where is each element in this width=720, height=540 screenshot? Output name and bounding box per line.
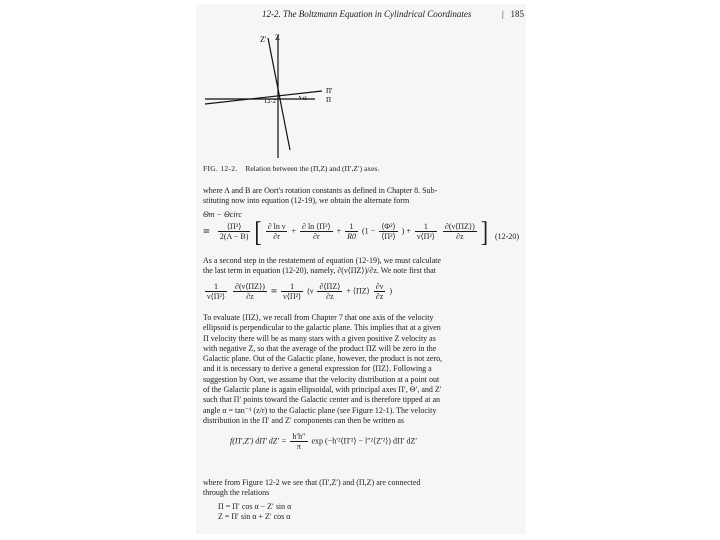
eq-equals: = [270,285,278,298]
plus-sign: + [406,226,411,236]
text-line: such that Π′ points toward the Galactic center and is therefore tipped at an [203,395,440,405]
pi-label: Π [326,96,332,104]
paragraph-2 [203,256,521,277]
paren-close: ) [401,226,405,236]
paragraph-1 [203,186,521,207]
relation-z: Z = Π′ sin α + Z′ cos α [218,512,291,522]
fraction: $\frac{1}{R0}$ [347,222,356,241]
axes-figure [200,30,520,160]
close-bracket: ] [480,214,489,248]
distribution-lhs: f(Π′,Z′) dΠ′ dZ′ = [230,436,287,446]
paragraph-3 [203,313,521,426]
z-prime-label: Z' [260,35,267,44]
theta-difference: Θm − Θcirc [203,210,242,219]
text-line: stituting now into equation (12-19), we obtain the alternate form [203,196,410,206]
fraction: $\frac{\text{⟨Φ²⟩}}{\text{⟨Π²⟩}}$ [381,222,396,241]
running-head-title: 12-2. The Boltzmann Equation in Cylindrical Coordinates [262,9,472,19]
running-head-separator: | [501,9,504,19]
relations [218,502,418,523]
plus-sign: + [346,286,351,296]
fraction: $\frac{\text{∂ ln ν}}{\partial r}$ [267,222,286,241]
term: ⟨ΠZ⟩ [352,286,370,296]
text-line: with negative Z, so that the average of the product ΠZ will be zero in the [203,343,437,353]
text-line: through the relations [203,488,270,498]
fraction: $\frac{\partial⟨\Pi Z⟩}{\partial z}$ [319,282,341,301]
paragraph-4 [203,478,521,499]
text-line: To evaluate ⟨ΠZ⟩, we recall from Chapter 7 that one axis of the velocity [203,313,434,322]
fraction: $\frac{\text{⟨Π²⟩}}{2(A - B)}$ [219,222,249,241]
caption-text: Relation between the (Π,Z) and (Π′,Z′) axes. [245,164,380,173]
open-bracket: [ [254,214,262,248]
plus-sign: + [291,226,296,236]
page-number-value: 185 [510,9,524,19]
distribution-rhs: exp (−h′²⟨Π′²⟩ − l″²⟨Z′²⟩) dΠ′ dZ′ [311,436,418,446]
equation-number: (12-20) [495,232,519,241]
equation-distribution [230,432,520,458]
fraction: $\frac{h'h''}{\pi}$ [292,432,306,451]
fraction: $\frac{1}{\text{ν⟨Π²⟩}}$ [283,282,302,301]
text-line: ellipsoid is perpendicular to the galactic plane. This implies that at a given [203,323,441,333]
plus-sign: + [336,226,342,236]
text-line: of the Galactic plane is again ellipsoidal, with principal axes Π′, Θ′, and Z′ [203,385,442,395]
fraction: $\frac{\partial\nu}{\partial z}$ [375,282,384,301]
text-line: angle α = tan⁻¹ (z/r) to the Galactic plane (see Figure 12-1). The velocity [203,405,437,415]
paren-close: ) [389,286,392,296]
equation-theta [203,210,521,219]
fraction: $\frac{1}{\text{ν⟨Π²⟩}}$ [416,222,435,241]
fraction: $\frac{\partial(\nu⟨\Pi Z⟩)}{\partial z}$ [235,282,265,301]
z-label: Z [275,33,280,42]
figure-caption [203,164,523,173]
fraction: $\frac{\text{∂ ln ⟨Π²⟩}}{\partial r}$ [302,222,331,241]
paren-open: (1 − [362,226,376,236]
text-line: Π velocity there will be as many stars with a given positive Z velocity as [203,333,436,343]
text-line: the last term in equation (12-20), namely, ∂(ν⟨ΠZ⟩)/∂z. We note first that [203,266,436,276]
origin-label: 12-2 [264,98,276,105]
equation-derivative [203,282,521,310]
paren-open: (ν [307,286,314,296]
z-prime-axis [268,38,290,150]
pi-prime-label: Π' [326,87,333,95]
page-number [502,9,524,19]
text-line: suggestion by Oort, we assume that the velocity distribution at a point out [203,374,440,384]
text-line: and it is necessary to derive a general expression for ⟨ΠZ⟩. Following a [203,364,432,374]
fraction: $\frac{\partial(\nu⟨\Pi Z⟩)}{\partial z}$ [444,222,475,241]
fraction: $\frac{1}{\text{ν⟨Π²⟩}}$ [207,282,226,301]
caption-label: FIG. 12-2. [203,164,238,173]
text-line: As a second step in the restatement of equation (12-19), we must calculate [203,256,441,265]
text-line: where from Figure 12-2 we see that (Π′,Z′) and (Π,Z) are connected [203,478,421,487]
text-line: distribution in the Π′ and Z′ components can then be written as [203,415,405,425]
alpha-label: α [303,94,307,102]
text-line: Galactic plane. Out of the Galactic plane, however, the product is not zero, [203,354,443,364]
relation-pi: Π = Π′ cos α − Z′ sin α [218,502,292,511]
running-head [262,9,524,19]
text-line: where A and B are Oort's rotation constants as defined in Chapter 8. Sub- [203,186,438,195]
eq-equals: = [203,224,210,238]
